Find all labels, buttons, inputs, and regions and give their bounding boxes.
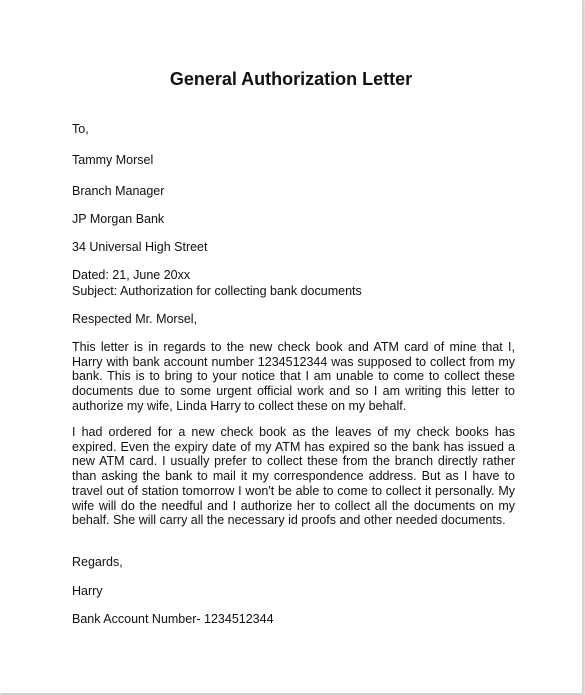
bank-name: JP Morgan Bank [72,212,165,226]
to-line: To, [72,122,89,136]
address-line: 34 Universal High Street [72,240,208,254]
body-paragraph-1: This letter is in regards to the new check book and ATM card of mine that I, Harry with bank account number 1234512344 was supposed to collect from my bank. This is to bring to your notice that I am unable to come to collect these documents due to some urgent official work and so I am writing this letter to authorize my wife, Linda Harry to collect these on my behalf. [72,340,515,413]
letter-title: General Authorization Letter [169,69,413,89]
recipient-title: Branch Manager [72,184,165,198]
account-number-line: Bank Account Number- 1234512344 [72,612,274,626]
signature-name: Harry [72,584,103,598]
salutation: Respected Mr. Morsel, [72,312,198,326]
date-line: Dated: 21, June 20xx [72,268,191,282]
closing: Regards, [72,555,123,569]
recipient-name: Tammy Morsel [72,153,154,167]
subject-line: Subject: Authorization for collecting bank documents [72,284,362,298]
body-paragraph-2: I had ordered for a new check book as the leaves of my check books has expired. Even the expiry date of my ATM has expired so the bank has issued a new ATM card. I usually prefer to collect these from the branch directly rather than asking the bank to mail it my correspondence address. But as I have to travel out of station tomorrow I won't be able to come to collect it personally. My wife will do the needful and I authorize her to collect all the documents on my behalf. She will carry all the necessary id proofs and other needed documents. [72,425,515,528]
